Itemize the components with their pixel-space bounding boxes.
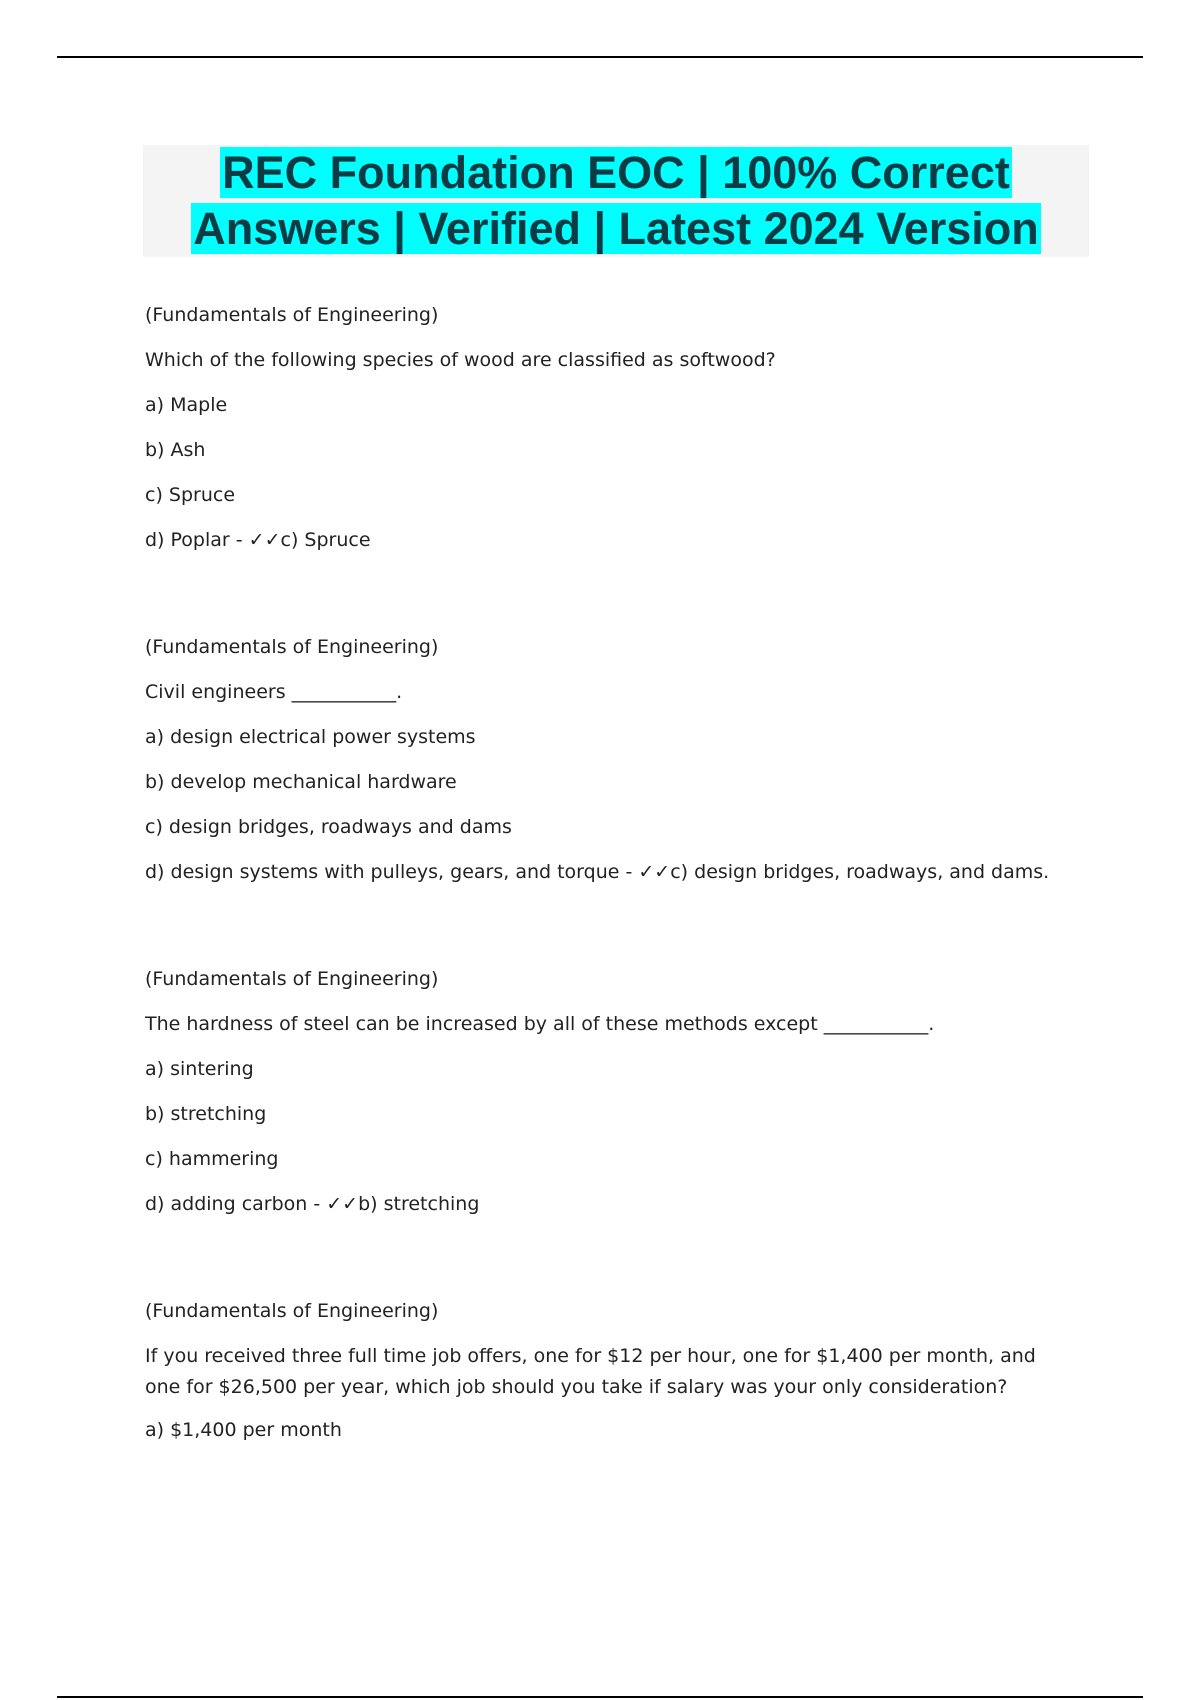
question-category: (Fundamentals of Engineering) xyxy=(145,968,439,990)
title-line-1: REC Foundation EOC | 100% Correct xyxy=(222,147,1010,198)
bottom-rule xyxy=(57,1696,1143,1698)
question-prompt: If you received three full time job offers, one for $12 per hour, one for $1,400 per month, and one for $26,500 per year, which job should you take if salary was your only consideration? xyxy=(145,1345,1036,1398)
question-block xyxy=(145,300,1065,555)
option-d: d) adding carbon - xyxy=(145,1193,327,1215)
double-check-icon: ✓✓ xyxy=(326,1193,359,1215)
option-b: b) stretching xyxy=(145,1103,267,1125)
question-block xyxy=(145,1296,1065,1445)
option-c: c) hammering xyxy=(145,1148,279,1170)
option-b: b) Ash xyxy=(145,439,206,461)
option-b: b) develop mechanical hardware xyxy=(145,771,457,793)
question-category: (Fundamentals of Engineering) xyxy=(145,304,439,326)
question-prompt: Which of the following species of wood are classified as softwood? xyxy=(145,349,776,371)
question-prompt: Civil engineers ___________. xyxy=(145,681,403,703)
option-a: a) sintering xyxy=(145,1058,254,1080)
correct-answer: c) Spruce xyxy=(280,529,371,551)
option-a: a) $1,400 per month xyxy=(145,1419,342,1441)
option-d-with-answer xyxy=(145,1189,1065,1219)
question-block xyxy=(145,632,1065,887)
question-block xyxy=(145,964,1065,1219)
question-list xyxy=(145,300,1065,1522)
option-c: c) Spruce xyxy=(145,484,236,506)
correct-answer: c) design bridges, roadways, and dams. xyxy=(670,861,1050,883)
option-d: d) design systems with pulleys, gears, and torque - xyxy=(145,861,639,883)
option-d-with-answer xyxy=(145,525,1065,555)
option-a: a) Maple xyxy=(145,394,228,416)
option-a: a) design electrical power systems xyxy=(145,726,476,748)
top-rule xyxy=(57,56,1143,58)
question-prompt: The hardness of steel can be increased by all of these methods except ___________. xyxy=(145,1013,935,1035)
title-line-2: Answers | Verified | Latest 2024 Version xyxy=(193,203,1039,254)
question-category: (Fundamentals of Engineering) xyxy=(145,636,439,658)
option-d: d) Poplar - xyxy=(145,529,249,551)
question-category: (Fundamentals of Engineering) xyxy=(145,1300,439,1322)
correct-answer: b) stretching xyxy=(358,1193,480,1215)
double-check-icon: ✓✓ xyxy=(248,529,281,551)
document-title xyxy=(143,145,1089,257)
option-c: c) design bridges, roadways and dams xyxy=(145,816,512,838)
double-check-icon: ✓✓ xyxy=(638,861,671,883)
option-d-with-answer xyxy=(145,857,1065,887)
